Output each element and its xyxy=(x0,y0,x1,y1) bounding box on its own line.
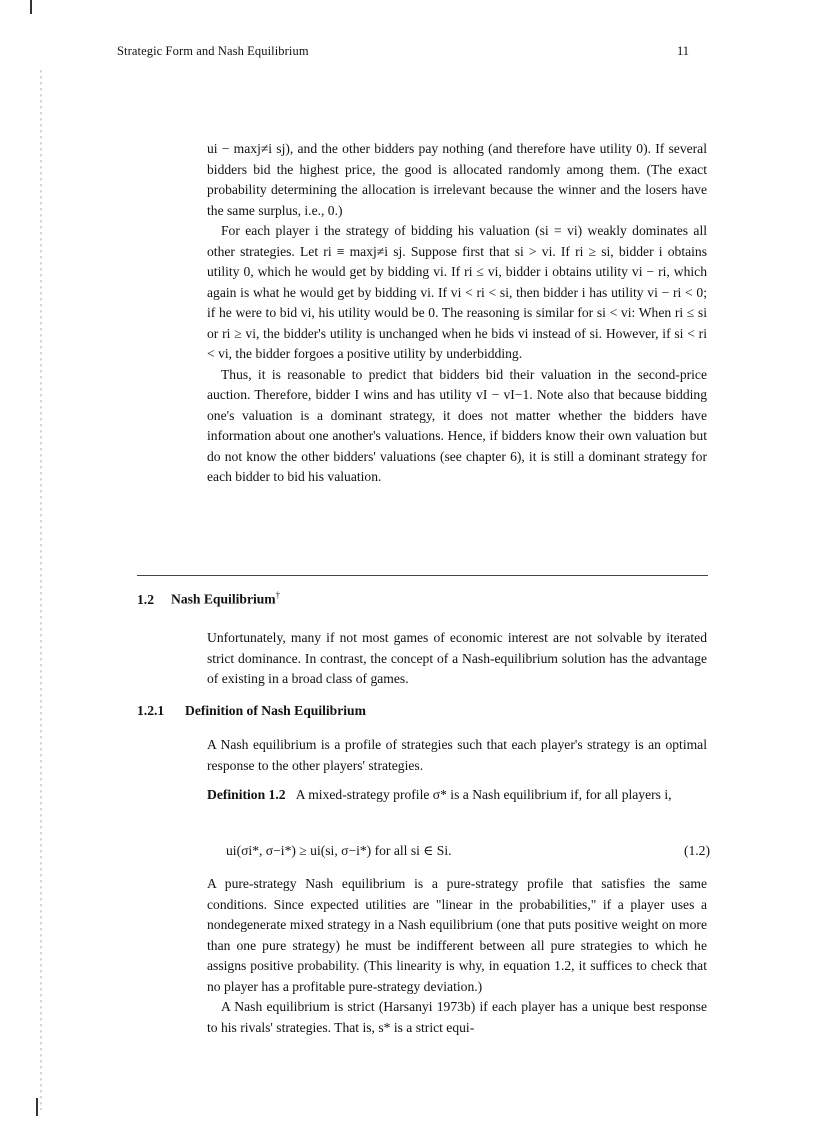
paragraph-second-price-conclusion: Thus, it is reasonable to predict that bidders bid their valuation in the second-price auction. Therefore, bidder I wins and has utility vI − vI−1. Note also that because bidding one's valuation is a dominant strategy, it does not matter whether the bidders have information about one another's valuations. Hence, if bidders know their own valuation but do not know the other bidders' valuations (see chapter 6), it is still a dominant strategy for each bidder to bid his valuation. xyxy=(207,366,707,484)
scan-margin-artifact xyxy=(40,70,42,1110)
pure-strategy-paragraph: A pure-strategy Nash equilibrium is a pure-strategy profile that satisfies the same conditions. Since expected utilities are "linear in the probabilities," if a player uses a nondegenerate mixed strategy in a Nash equilibrium (one that puts positive weight on more than one pure strategy) he must be indifferent between all pure strategies to which he assigns positive probability. (This linearity is why, in equation 1.2, it suffices to check that no player has a profitable pure-strategy deviation.) xyxy=(207,876,707,994)
definition-block xyxy=(207,785,707,806)
equation-body: ui(σi*, σ−i*) ≥ ui(si, σ−i*) for all si ∈ Si. xyxy=(226,843,452,858)
scan-corner-mark xyxy=(30,0,32,14)
running-head: Strategic Form and Nash Equilibrium xyxy=(117,44,309,58)
page-number: 11 xyxy=(677,44,690,58)
subsection-heading xyxy=(137,703,366,719)
definition-intro-block xyxy=(207,735,707,776)
lower-text-block xyxy=(207,874,707,1038)
strict-equilibrium-paragraph: A Nash equilibrium is strict (Harsanyi 1973b) if each player has a unique best response to his rivals' strategies. That is, s* is a strict equi- xyxy=(207,999,707,1035)
subsection-number: 1.2.1 xyxy=(137,703,165,718)
scan-bottom-mark xyxy=(36,1098,38,1116)
section-divider xyxy=(137,575,708,576)
equation-number: (1.2) xyxy=(683,843,710,858)
top-text-block xyxy=(207,139,707,488)
section-number: 1.2 xyxy=(137,591,154,607)
section-intro-paragraph: Unfortunately, many if not most games of economic interest are not solvable by iterated strict dominance. In contrast, the concept of a Nash-equilibrium solution has the advantage of existing in a broad class of games. xyxy=(207,630,707,686)
section-heading xyxy=(137,590,280,608)
definition-text: A mixed-strategy profile σ* is a Nash equilibrium if, for all players i, xyxy=(295,787,672,802)
definition-label: Definition 1.2 xyxy=(207,787,286,802)
section-intro-block xyxy=(207,628,707,690)
section-title: Nash Equilibrium xyxy=(171,591,276,607)
nash-definition-paragraph: A Nash equilibrium is a profile of strategies such that each player's strategy is an optimal response to the other players' strategies. xyxy=(207,737,707,773)
section-dagger-mark: † xyxy=(275,590,281,600)
equation-1-2 xyxy=(226,843,710,859)
paragraph-continuation: ui − maxj≠i sj), and the other bidders pay nothing (and therefore have utility 0). If several bidders bid the highest price, the good is allocated randomly among them. (The exact probability determining the allocation is irrelevant because the winner and the losers have the same surplus, i.e., 0.) xyxy=(207,141,707,218)
paragraph-dominance-proof: For each player i the strategy of bidding his valuation (si = vi) weakly dominates all other strategies. Let ri ≡ maxj≠i sj. Suppose first that si > vi. If ri ≥ si, bidder i obtains utility 0, which he would get by bidding vi. If ri ≤ vi, bidder i obtains utility vi − ri, which again is what he would get by bidding vi. If vi < ri < si, then bidder i has utility vi − ri < 0; if he were to bid vi, his utility would be 0. The reasoning is similar for si < vi: When ri ≤ si or ri ≥ vi, the bidder's utility is unchanged when he bids vi instead of si. However, if si < ri < vi, the bidder forgoes a positive utility by underbidding. xyxy=(207,223,707,361)
subsection-title: Definition of Nash Equilibrium xyxy=(185,703,366,718)
